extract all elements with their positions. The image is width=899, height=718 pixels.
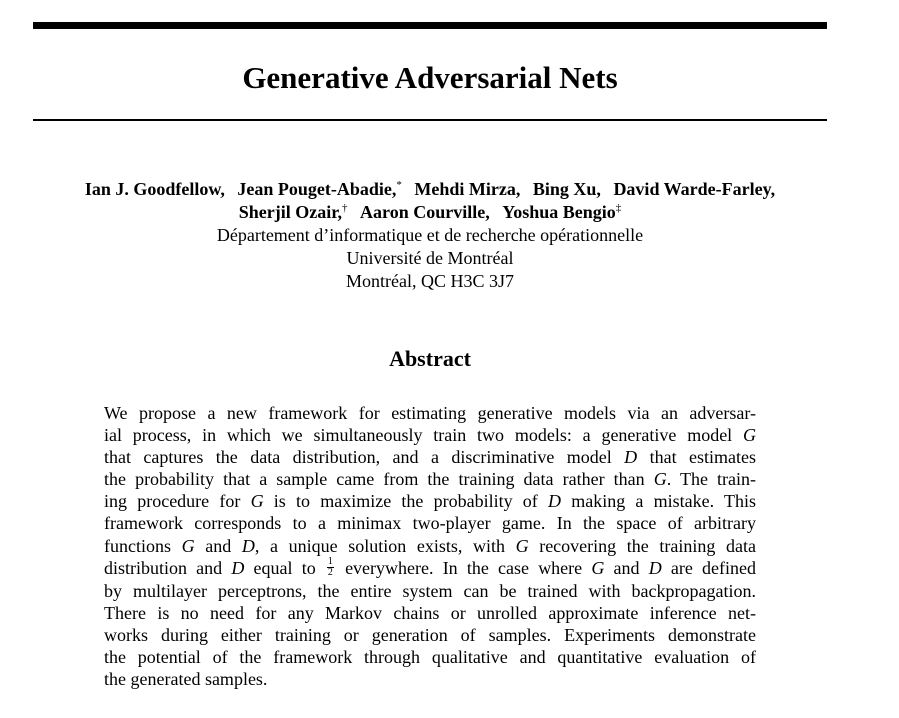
- math-symbol: D: [648, 557, 662, 578]
- math-symbol: G: [250, 491, 264, 512]
- abstract-heading: Abstract: [389, 346, 471, 371]
- abstract-line: the potential of the framework through qualitative and quantitative evaluation of: [104, 647, 756, 668]
- title-bottom-rule: [33, 119, 827, 121]
- affiliation-address: Montréal, QC H3C 3J7: [346, 271, 514, 291]
- math-symbol: G: [515, 535, 529, 556]
- author: Sherjil Ozair,†: [238, 202, 348, 222]
- math-symbol: G: [653, 469, 667, 490]
- abstract-line: the generated samples.: [104, 669, 268, 690]
- author-line-2: [33, 201, 827, 224]
- abstract-line: There is no need for any Markov chains or unrolled approximate inference net-: [104, 603, 756, 624]
- affiliation-university: Université de Montréal: [346, 248, 514, 268]
- author: David Warde-Farley,: [613, 179, 776, 199]
- abstract-line: by multilayer perceptrons, the entire system can be trained with backpropagation.: [104, 581, 756, 602]
- abstract-line: functions G and D, a unique solution exists, with G recovering the training data: [104, 535, 756, 556]
- author-block: [33, 178, 827, 293]
- abstract-line: ing procedure for G is to maximize the probability of D making a mistake. This: [104, 491, 756, 512]
- author: Aaron Courville,: [360, 202, 490, 222]
- abstract-body: [104, 402, 756, 691]
- author: Bing Xu,: [532, 179, 601, 199]
- math-symbol: G: [743, 425, 756, 446]
- math-symbol: D: [624, 447, 638, 468]
- abstract-line: the probability that a sample came from the training data rather than G. The train-: [104, 469, 756, 490]
- math-symbol: D: [241, 535, 255, 556]
- abstract-line: that captures the data distribution, and a discriminative model D that estimates: [104, 447, 756, 468]
- math-symbol: G: [181, 535, 195, 556]
- author: Yoshua Bengio‡: [502, 202, 622, 222]
- math-symbol: D: [548, 491, 561, 512]
- affiliation-department: Département d’informatique et de recherche opérationnelle: [216, 225, 644, 245]
- author: Mehdi Mirza,: [414, 179, 521, 199]
- author-line-1: [33, 178, 827, 201]
- abstract-line: ial process, in which we simultaneously train two models: a generative model G: [104, 425, 756, 446]
- math-symbol: D: [231, 557, 245, 578]
- title-top-rule: [33, 22, 827, 29]
- abstract-line: distribution and D equal to $\frac{1}{2}$ everywhere. In the case where G and D are defined: [104, 556, 757, 579]
- abstract-line: We propose a new framework for estimating generative models via an adversar-: [104, 403, 756, 423]
- paper-title: Generative Adversarial Nets: [242, 60, 618, 95]
- author: Jean Pouget-Abadie,*: [237, 179, 402, 199]
- author: Ian J. Goodfellow,: [84, 179, 225, 199]
- math-symbol: G: [591, 557, 605, 578]
- math-fraction: $\frac{1}{2}$: [327, 556, 333, 579]
- abstract-line: works during either training or generation of samples. Experiments demonstrate: [104, 625, 756, 646]
- abstract-line: framework corresponds to a minimax two-player game. In the space of arbitrary: [104, 513, 756, 534]
